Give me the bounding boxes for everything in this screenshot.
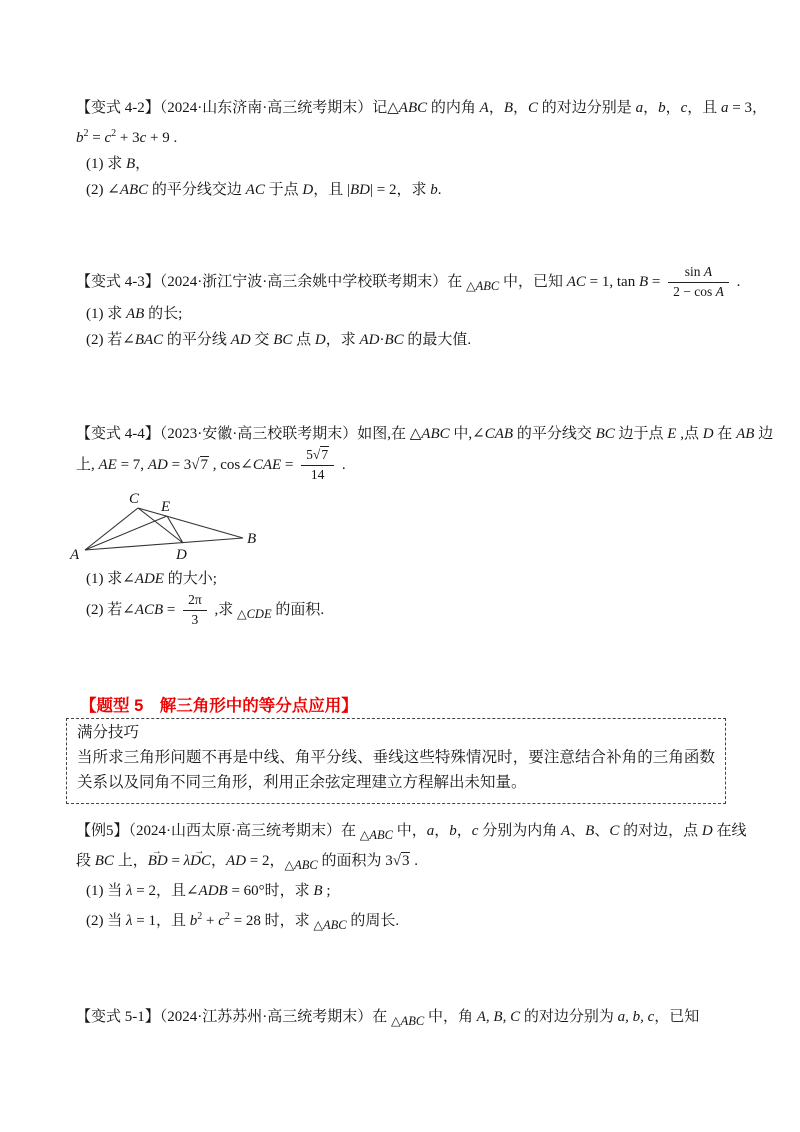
text-segment: AD [147, 456, 168, 473]
text-segment: λ [126, 883, 133, 899]
text-segment: 、 [570, 823, 586, 839]
text-segment: ，且 [313, 182, 347, 198]
text-line [76, 327, 756, 353]
text-segment: ABC [398, 100, 428, 116]
text-segment: (1) 求 [86, 305, 126, 322]
text-segment: 上, [76, 456, 99, 473]
text-line [76, 301, 756, 327]
text-segment: 2 [83, 128, 89, 139]
text-segment: A [703, 264, 713, 279]
text-segment: ABC [119, 182, 149, 198]
text-line [76, 592, 756, 629]
text-segment: B [585, 823, 595, 839]
text-segment: AB [736, 426, 755, 442]
text-segment: ，已知 [654, 1009, 700, 1025]
vertex-label-D: D [176, 547, 187, 563]
text-segment: c [471, 823, 479, 839]
text-segment: ABC [421, 426, 450, 442]
text-segment: CAB [484, 426, 514, 442]
text-line [76, 95, 767, 121]
text-segment: ， [211, 853, 227, 869]
text-segment: AC [566, 273, 586, 290]
text-segment: △ABC [359, 828, 393, 842]
text-segment: B [313, 883, 323, 899]
text-segment: λ [126, 913, 133, 929]
text-segment: A [715, 283, 724, 299]
text-segment: 点 [292, 331, 315, 348]
problem-variant-4-3 [76, 264, 756, 353]
text-segment: 的长; [144, 305, 183, 322]
tips-body: 当所求三角形问题不再是中线、角平分线、垂线这些特殊情况时，要注意结合补角的三角函数关系以及同角不同三角形，利用正余弦定理建立方程解出未知量。 [77, 749, 715, 791]
text-segment: = 1, tan [585, 273, 639, 290]
text-segment: ， [456, 823, 472, 839]
fraction [301, 447, 334, 484]
text-segment: = 60°时，求 [227, 883, 314, 899]
text-segment: B [503, 100, 514, 116]
text-segment: CAE [252, 456, 282, 473]
text-segment: 的面积. [271, 601, 325, 618]
text-segment: 3 [191, 611, 199, 627]
problem-variant-4-2 [76, 95, 767, 203]
text-segment: 边于点 [614, 426, 668, 442]
text-segment: = [163, 601, 180, 618]
text-segment: ，求 [325, 331, 360, 348]
text-segment: BC [273, 331, 293, 348]
text-segment: 、 [594, 823, 610, 839]
triangle-figure [60, 488, 320, 570]
text-segment: (1) 当 [86, 883, 126, 899]
text-segment: a [426, 823, 435, 839]
text-segment: 的平分线 [163, 331, 231, 348]
text-segment: ADB [198, 883, 228, 899]
text-segment: 的对边分别为 [520, 1009, 618, 1025]
text-segment: 的大小; [163, 571, 217, 587]
text-segment: △ABC [313, 918, 347, 932]
fraction [183, 592, 207, 629]
text-segment: = 28 时，求 [229, 913, 314, 929]
text-segment: . [338, 456, 346, 473]
text-segment: A [479, 100, 489, 116]
text-segment: AD [226, 853, 247, 869]
text-segment: 的最大值. [403, 331, 472, 348]
text-segment: = 1，且 [132, 913, 190, 929]
topic-heading: 【题型 5 解三角形中的等分点应用】 [80, 697, 358, 715]
text-segment: ， [513, 100, 529, 116]
text-segment: BC [384, 331, 404, 348]
text-segment: 的面积为 3 [317, 853, 393, 869]
text-segment: = 3， [728, 100, 767, 116]
text-segment: . [437, 182, 442, 198]
text-segment: 的对边，点 [619, 823, 702, 839]
text-segment: 于点 [264, 182, 303, 198]
triangle-figure-container [60, 488, 320, 570]
text-segment: D [314, 331, 326, 348]
text-segment: ADE [134, 571, 164, 587]
text-segment: c [104, 130, 112, 146]
text-segment: (2) 若∠ [86, 601, 135, 618]
text-segment: AB [126, 305, 145, 322]
text-segment: B [126, 156, 136, 172]
text-line [76, 421, 774, 447]
text-segment: + [202, 913, 219, 929]
text-segment: b [189, 913, 198, 929]
text-segment: BC [595, 426, 615, 442]
tips-title: 满分技巧 [77, 724, 140, 741]
text-segment: . [410, 853, 418, 869]
text-segment: △CDE [236, 606, 272, 621]
text-segment: ， [488, 100, 504, 116]
text-line [76, 177, 756, 203]
text-segment: ,求 [210, 601, 237, 618]
text-segment: C [528, 100, 539, 116]
text-segment: c [218, 913, 225, 929]
text-segment: 【变式 5-1】（2024·江苏苏州·高三统考期末）在 [76, 1009, 391, 1025]
figure-edge-CB [138, 508, 243, 538]
text-segment: c [680, 100, 688, 116]
text-line [76, 447, 756, 484]
text-segment: 段 [76, 853, 95, 869]
text-segment: √ [392, 853, 401, 869]
text-segment: a [721, 100, 729, 116]
text-segment: 边 [754, 426, 774, 442]
text-segment: (1) 求∠ [86, 571, 135, 587]
text-segment: 的内角 [427, 100, 480, 116]
text-segment: + 9 . [146, 130, 178, 146]
text-segment: 5 [306, 447, 313, 462]
text-segment: = [88, 130, 105, 146]
vertex-label-E: E [161, 499, 171, 515]
text-segment: b [76, 130, 84, 146]
text-line [76, 151, 756, 177]
text-segment: 2 [111, 128, 117, 139]
text-line [76, 904, 756, 938]
text-segment: 【变式 4-2】（2024·山东济南·高三统考期末）记 [76, 100, 388, 116]
problem-variant-5-1 [76, 1004, 756, 1034]
text-segment: a, b, c [617, 1009, 655, 1025]
text-segment: 的周长. [346, 913, 400, 929]
vector-term: BD → [148, 848, 168, 874]
text-segment: √ [191, 456, 200, 473]
text-line [76, 1004, 756, 1034]
text-segment: 上， [113, 853, 148, 869]
text-segment: ， [434, 823, 450, 839]
text-segment: D [702, 426, 714, 442]
text-segment: 分别为内角 [478, 823, 561, 839]
text-segment: 7 [200, 456, 209, 473]
text-segment: 的平分线交边 [148, 182, 246, 198]
text-segment: AD [230, 331, 251, 348]
text-segment: | [346, 182, 350, 198]
text-segment: = [167, 853, 184, 869]
text-segment: 3 [401, 853, 410, 869]
text-segment: 2 [224, 911, 230, 922]
vector-term: DC → [190, 848, 211, 874]
text-segment: 2 − cos [673, 283, 716, 299]
text-segment: △ [409, 426, 422, 442]
text-segment: (2) ∠ [86, 182, 120, 198]
problem-example-5 [76, 818, 756, 938]
text-segment: b [658, 100, 666, 116]
text-segment: (2) 若∠ [86, 331, 135, 348]
text-segment: 在线 [712, 823, 747, 839]
text-segment: (2) 当 [86, 913, 126, 929]
text-segment: AD [359, 331, 380, 348]
text-segment: , cos∠ [209, 456, 253, 473]
text-segment: c [139, 130, 147, 146]
text-segment: 中，已知 [499, 273, 567, 290]
text-segment: ; [322, 883, 331, 899]
text-segment: ,点 [676, 426, 703, 442]
text-segment: BD [349, 182, 370, 198]
vertex-label-A: A [70, 547, 80, 563]
text-segment: 2π [188, 592, 202, 607]
tips-box [66, 718, 726, 804]
text-segment: 14 [310, 466, 325, 482]
text-segment: △ABC [391, 1014, 425, 1028]
text-segment: · [379, 331, 385, 348]
text-segment: ACB [134, 601, 164, 618]
text-segment: sin [684, 264, 704, 279]
vertex-label-C: C [129, 491, 140, 507]
text-segment: . [732, 273, 741, 290]
text-line [76, 878, 756, 904]
text-segment: 【变式 4-4】（2023·安徽·高三校联考期末）如图,在 [76, 426, 410, 442]
text-segment: 中，角 [424, 1009, 477, 1025]
text-segment: λ [183, 853, 191, 869]
text-segment: ， [135, 156, 151, 172]
text-line [76, 566, 756, 592]
text-segment: △ABC [284, 858, 318, 872]
text-segment: = 2， [246, 853, 285, 869]
text-segment: √ [312, 447, 321, 462]
text-segment: A [560, 823, 571, 839]
text-segment: AE [98, 456, 117, 473]
vertex-label-B: B [247, 531, 257, 547]
text-segment: ， [643, 100, 659, 116]
text-segment: b [430, 182, 438, 198]
text-segment: △ABC [466, 278, 500, 293]
text-segment: ， [665, 100, 681, 116]
text-segment: 【变式 4-3】（2024·浙江宁波·高三余姚中学校联考期末）在 [76, 273, 466, 290]
text-segment: 7 [321, 447, 329, 462]
text-line [76, 848, 756, 878]
text-segment: △ [387, 100, 399, 116]
text-segment: BC [94, 853, 114, 869]
text-segment: 在 [713, 426, 737, 442]
problem-variant-4-4-items [76, 566, 756, 629]
text-line [76, 264, 756, 301]
text-segment: = [648, 273, 665, 290]
text-segment: C [609, 823, 620, 839]
text-segment: 的平分线交 [513, 426, 596, 442]
text-segment: = 2，且∠ [132, 883, 199, 899]
text-segment: E [667, 426, 677, 442]
text-segment: + 3 [116, 130, 140, 146]
text-segment: D [701, 823, 713, 839]
problem-variant-4-4 [76, 421, 774, 484]
text-line [76, 121, 756, 151]
text-segment: b [449, 823, 457, 839]
text-segment: 中， [392, 823, 427, 839]
text-segment: 中,∠ [449, 426, 485, 442]
text-segment: 交 [250, 331, 274, 348]
text-segment: a [635, 100, 644, 116]
text-segment: = [281, 456, 298, 473]
text-segment: 【例5】（2024·山西太原·高三统考期末）在 [76, 823, 360, 839]
text-segment: 的对边分别是 [538, 100, 636, 116]
text-segment: ，且 [687, 100, 722, 116]
text-segment: A, B, C [476, 1009, 521, 1025]
text-segment: 2 [197, 911, 203, 922]
text-segment: AC [245, 182, 265, 198]
figure-edge-AC [85, 508, 138, 550]
fraction [668, 264, 729, 301]
text-segment: (1) 求 [86, 156, 126, 172]
text-line [76, 818, 756, 848]
text-segment: = 3 [167, 456, 192, 473]
text-segment: B [638, 273, 649, 290]
text-segment: = 7, [116, 456, 148, 473]
text-segment: | = 2，求 [369, 182, 431, 198]
text-segment: D [302, 182, 314, 198]
text-segment: BAC [134, 331, 164, 348]
